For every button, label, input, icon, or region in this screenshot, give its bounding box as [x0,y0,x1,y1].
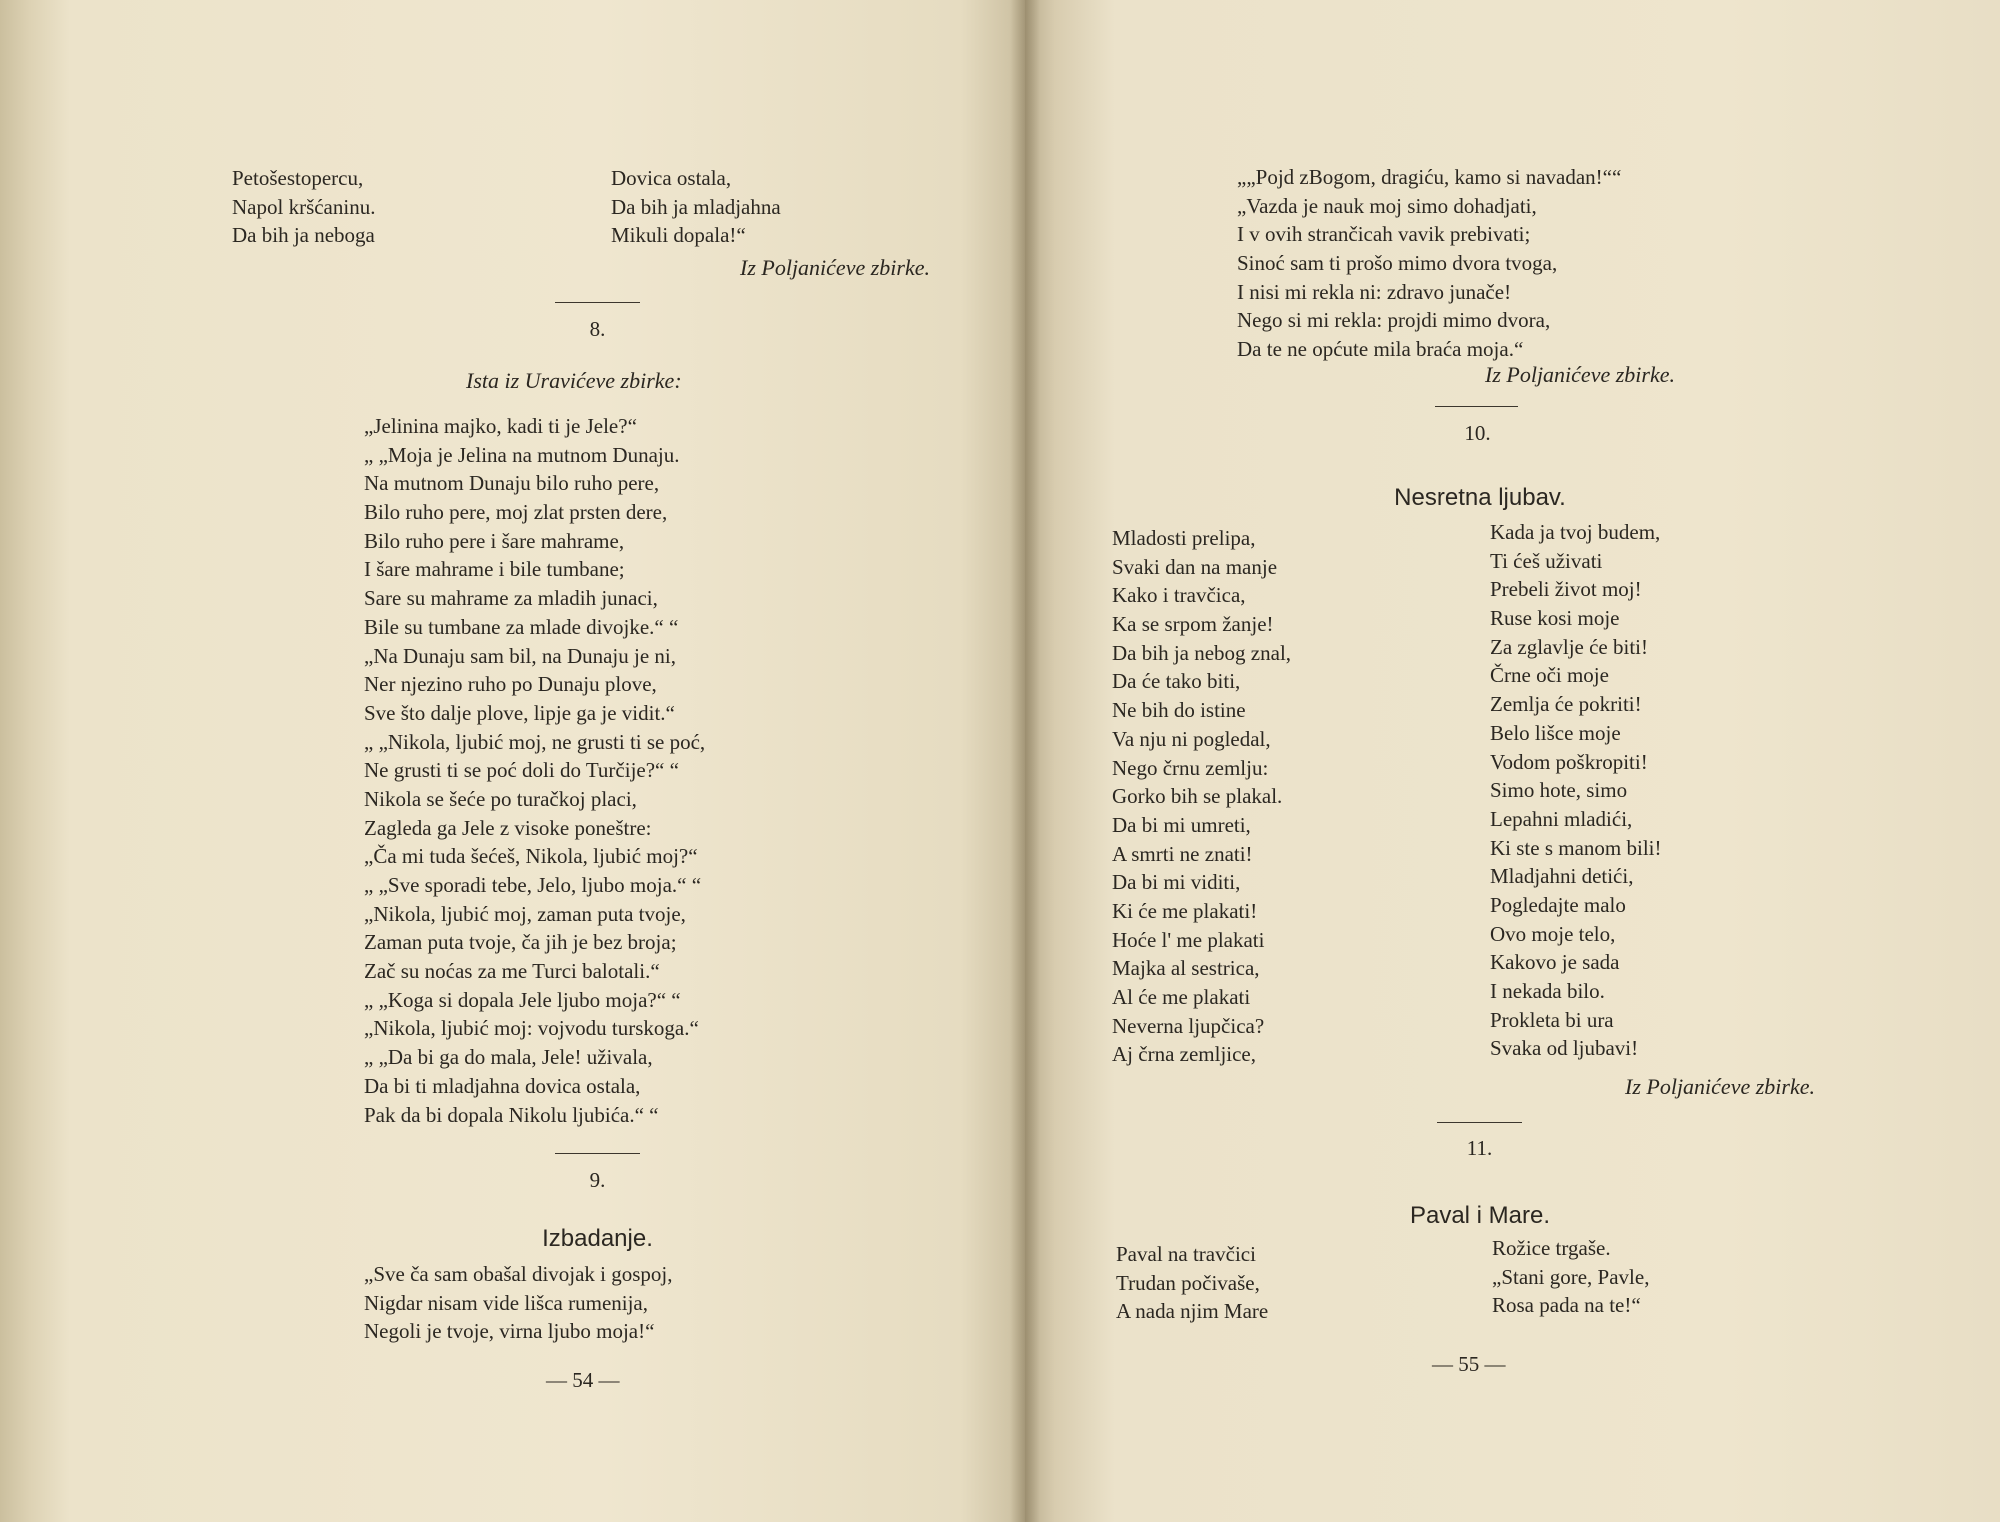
verse-line: Prebeli život moj! [1490,577,1642,602]
verse-line: Bile su tumbane za mlade divojke.“ “ [364,614,679,639]
verse-line: Rožice trgaše. [1492,1236,1611,1260]
section-divider [1437,1122,1522,1123]
source-attribution: Iz Poljanićeve zbirke. [740,255,930,280]
section-divider [1435,406,1518,407]
verse-line: „Jelinina majko, kadi ti je Jele?“ [364,414,637,438]
verse-line: Na mutnom Dunaju bilo ruho pere, [364,471,660,496]
verse-line: Pak da bi dopala Nikolu ljubića.“ “ [364,1102,659,1127]
poem-10-col1 [1112,524,1291,1069]
verse-line: Ovo moje telo, [1490,921,1616,946]
verse-line: Ner njezino ruho po Dunaju plove, [364,672,657,697]
verse-line: Sare su mahrame za mladih junaci, [364,586,658,611]
verse-line: Da bi mi viditi, [1112,870,1241,895]
verse-line: Nego črnu zemlju: [1112,755,1269,780]
poem-9-verses [364,1260,673,1346]
verse-line: Mikuli dopala!“ [611,223,746,248]
poem-11-col2 [1492,1234,1649,1320]
verse-line: „ „Nikola, ljubić moj, ne grusti ti se poć, [364,729,706,754]
verse-line: Črne oči moje [1490,663,1609,688]
verse-line: Paval na travčici [1116,1242,1256,1266]
verse-line: „Nikola, ljubić moj, zaman puta tvoje, [364,901,686,926]
verse-line: Sve što dalje plove, lipje ga je vidit.“ [364,700,675,725]
verse-line: Rosa pada na te!“ [1492,1293,1641,1318]
verse-line: Kakovo je sada [1490,950,1620,975]
verse-line: Svaki dan na manje [1112,554,1278,579]
verse-line: Zaman puta tvoje, ča jih je bez broja; [364,930,677,955]
verse-line: Ki ste s manom bili! [1490,835,1662,860]
verse-line: „Vazda je nauk moj simo dohadjati, [1237,193,1537,218]
verse-line: Da će tako biti, [1112,669,1241,694]
verse-line: I nekada bilo. [1490,979,1605,1003]
poem-title: Paval i Mare. [1409,1202,1551,1229]
verse-line: Petošestopercu, [232,166,364,190]
verse-line: „ „Koga si dopala Jele ljubo moja?“ “ [364,987,681,1012]
verse-line: Prokleta bi ura [1490,1007,1614,1032]
verse-line: I nisi mi rekla ni: zdravo junače! [1237,279,1512,304]
poem-title: Izbadanje. [542,1225,653,1252]
verse-line: Gorko bih se plakal. [1112,784,1283,809]
verse-line: Ne bih do istine [1112,698,1246,723]
poem-title: Nesretna ljubav. [1394,484,1566,511]
verse-line: „Stani gore, Pavle, [1492,1264,1650,1289]
page-number: — 54 — [546,1368,620,1392]
verse-line: Negoli je tvoje, virna ljubo moja!“ [364,1319,655,1344]
verse-line: Ti ćeš uživati [1490,548,1603,573]
verse-line: Da bi ti mladjahna dovica ostala, [364,1073,641,1098]
verse-line: Da te ne općute mila braća moja.“ [1237,337,1524,362]
verse-line: Za zglavlje će biti! [1490,634,1649,659]
verse-line: I šare mahrame i bile tumbane; [364,557,625,582]
verse-line: „ „Sve sporadi tebe, Jelo, ljubo moja.“ “ [364,873,702,897]
verse-line: Zagleda ga Jele z visoke poneštre: [364,815,652,840]
verse-line: Aj črna zemljice, [1112,1042,1257,1067]
verse-line: Majka al sestrica, [1112,956,1260,981]
verse-line: „Ča mi tuda šećeš, Nikola, ljubić moj?“ [364,844,698,869]
verse-line: A smrti ne znati! [1112,841,1253,866]
verse-line: Da bi mi umreti, [1112,812,1251,837]
verse-line: Da bih ja neboga [232,223,375,248]
verse-line: „„Pojd zBogom, dragiću, kamo si navadan!““ [1237,165,1622,189]
verse-line: Svaka od ljubavi! [1490,1036,1639,1061]
source-attribution: Iz Poljanićeve zbirke. [1485,362,1675,387]
verse-line: Mladosti prelipa, [1112,526,1256,550]
verse-line: Al će me plakati [1112,985,1251,1009]
verse-line: Ki će me plakati! [1112,898,1258,923]
verse-line: Pogledajte malo [1490,892,1626,917]
poem-number: 9. [589,1168,606,1192]
verse-line: I v ovih strančicah vavik prebivati; [1237,222,1531,247]
verse-line: Zemlja će pokriti! [1490,692,1642,717]
book-gutter [1010,0,1040,1522]
verse-line: Kako i travčica, [1112,583,1246,608]
verse-line: A nada njim Mare [1116,1299,1269,1324]
verse-line: „Na Dunaju sam bil, na Dunaju je ni, [364,643,677,668]
top-stanza [1237,163,1621,364]
verse-line: Lepahni mladići, [1490,806,1633,831]
verse-line: Nikola se šeće po turačkoj placi, [364,786,637,811]
poem-number: 10. [1464,421,1491,445]
verse-line: „Sve ča sam obašal divojak i gospoj, [364,1262,673,1286]
poem-11-col1 [1116,1240,1268,1326]
verse-line: Dovica ostala, [611,166,732,190]
verse-line: „ „Moja je Jelina na mutnom Dunaju. [364,442,680,467]
verse-line: Trudan počivaše, [1116,1270,1260,1295]
source-attribution: Iz Poljanićeve zbirke. [1625,1074,1815,1099]
verse-line: Kada ja tvoj budem, [1490,520,1661,544]
page-number: — 55 — [1432,1352,1506,1376]
section-divider [555,302,640,303]
verse-line: Belo lišce moje [1490,720,1621,745]
poem-number: 8. [589,317,606,341]
verse-line: Zač su noćas za me Turci balotali.“ [364,959,660,984]
verse-line: Nego si mi rekla: projdi mimo dvora, [1237,308,1551,333]
verse-line: Mladjahni detići, [1490,864,1634,889]
verse-line: Napol kršćaninu. [232,194,376,219]
verse-line: Nigdar nisam vide lišca rumenija, [364,1290,649,1315]
verse-line: Sinoć sam ti prošo mimo dvora tvoga, [1237,251,1558,276]
verse-line: Bilo ruho pere i šare mahrame, [364,528,625,553]
verse-line: Vodom poškropiti! [1490,749,1648,774]
verse-line: Ne grusti ti se poć doli do Turčije?“ “ [364,758,679,783]
verse-line: Ka se srpom žanje! [1112,612,1274,637]
verse-line: Da bih ja mladjahna [611,194,781,219]
poem-10-col2 [1490,518,1662,1063]
verse-line: Simo hote, simo [1490,778,1628,803]
verse-line: Va nju ni pogledal, [1112,726,1271,751]
verse-line: Da bih ja nebog znal, [1112,640,1292,665]
verse-line: „Nikola, ljubić moj: vojvodu turskoga.“ [364,1016,699,1041]
verse-line: Hoće l' me plakati [1112,927,1265,952]
section-divider [555,1153,640,1154]
top-col2-stanza [611,164,781,250]
verse-line: Bilo ruho pere, moj zlat prsten dere, [364,500,668,525]
verse-line: „ „Da bi ga do mala, Jele! uživala, [364,1045,653,1070]
top-col1-stanza [232,164,375,250]
verse-line: Ruse kosi moje [1490,606,1620,631]
poem-intro: Ista iz Uravićeve zbirke: [466,368,682,393]
poem-8-verses [364,412,705,1129]
verse-line: Neverna ljupčica? [1112,1013,1265,1038]
poem-number: 11. [1466,1136,1493,1160]
